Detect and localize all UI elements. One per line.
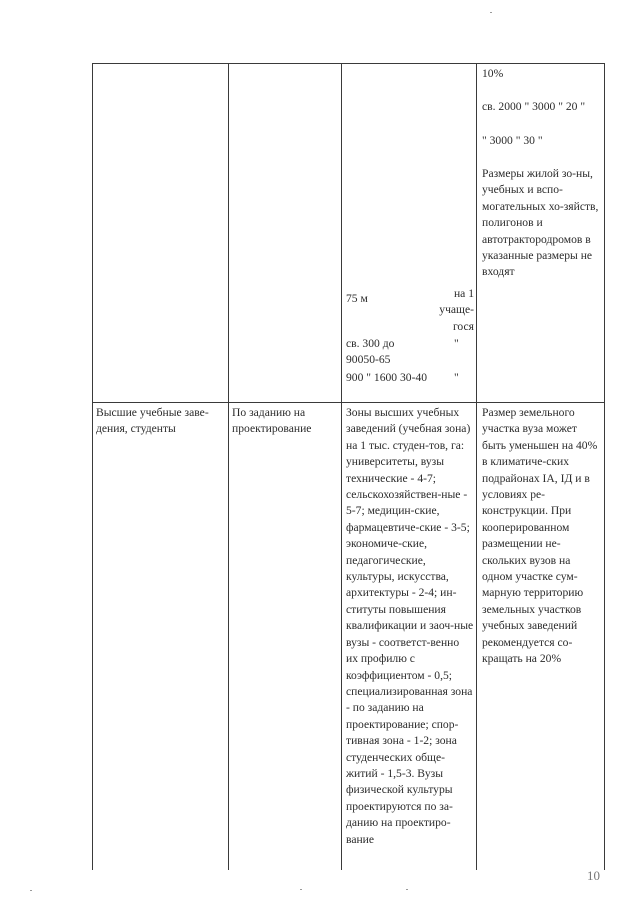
ditto-mark-1: ": [454, 337, 459, 350]
table-top-border: [92, 63, 605, 64]
percent-value: 10%: [482, 67, 504, 80]
zone-norms-cell: Зоны высших учебных заведений (учебная зона) на 1 тыс. студен-тов, га: университеты, вузы технические - 4-7; сельскохозяйствен-ные - 5-7; медицин-ские, фармацевтиче-ские - 3-5; экономиче-ские, педагогические, культуры, искусства, архитектуры - 2-4; ин-ституты повышения квалификации и заоч-ные вузы - соответст-венно их профилю с коэффициентом - 0,5; специализированная зона - по заданию на проектирование; спор-тивная зона - 1-2; зона студенческих обще-житий - 1,5-3. Вузы физической культуры проектируются по за-данию на проектиро-вание: [346, 406, 474, 846]
table-left-border: [92, 63, 93, 870]
row-divider: [92, 402, 605, 403]
scan-speck: [30, 890, 32, 891]
range-3000: " 3000 " 30 ": [482, 134, 543, 147]
page-number: 10: [587, 868, 600, 883]
scan-speck: [406, 889, 408, 890]
column-divider-3: [476, 63, 477, 870]
calculation-basis-cell: По заданию на проектирование: [232, 406, 312, 436]
ditto-mark-2: ": [454, 371, 459, 384]
range-300-900: св. 300 до 90050-65: [346, 337, 395, 367]
institution-type-cell: Высшие учебные заве-дения, студенты: [96, 406, 209, 436]
column-divider-1: [228, 63, 229, 870]
zone-size-note: Размеры жилой зо-ны, учебных и вспо-могательных хо-зяйств, полигонов и автотрактородромов в указанные размеры не входят: [482, 167, 599, 279]
remarks-cell: Размер земельного участка вуза может быть уменьшен на 40% в климатиче-ских подрайонах IA, IД и в условиях ре-конструкции. При кооперированном размещении не-скольких вузов на одном участке сум-марную территорию земельных участков учебных заведений рекомендуется со-кращать на 20%: [482, 406, 598, 666]
per-student-label: на 1 учаще-гося: [439, 287, 474, 333]
scan-speck: [300, 889, 302, 890]
column-divider-2: [341, 63, 342, 870]
scan-speck: [490, 12, 492, 13]
distance-75m: 75 м: [346, 292, 368, 305]
range-900-1600: 900 " 1600 30-40: [346, 371, 428, 384]
table-right-border: [604, 63, 605, 870]
range-2000-3000: св. 2000 " 3000 " 20 ": [482, 100, 586, 113]
